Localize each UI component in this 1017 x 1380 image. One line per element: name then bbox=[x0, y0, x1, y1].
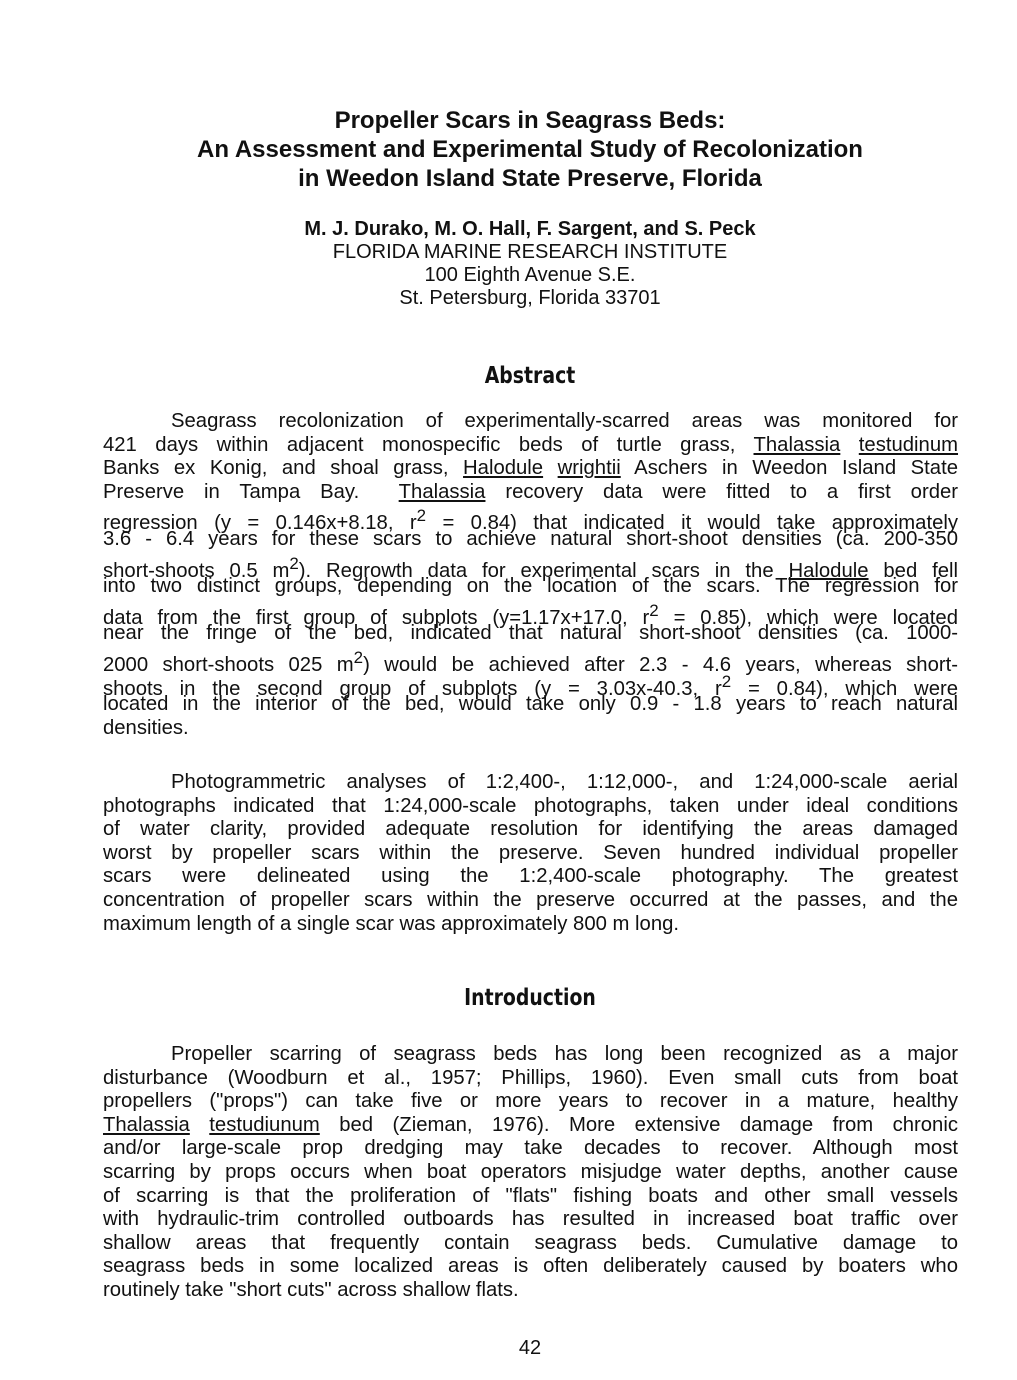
text-line: with hydraulic-trim controlled outboards has resulted in increased boat traffic over bbox=[103, 1208, 958, 1231]
text-line: 421 days within adjacent monospecific beds of turtle grass, Thalassia testudinum bbox=[103, 433, 959, 456]
text-line: regression (y = 0.146x+8.18, $r^2 = 0.84$) that indicated it would take approximately bbox=[103, 506, 959, 535]
address-line-1: 100 Eighth Avenue S.E. bbox=[424, 264, 636, 286]
text-line: maximum length of a single scar was approximately 800 m long. bbox=[103, 912, 680, 935]
page-number: 42 bbox=[518, 1337, 542, 1359]
text-line: shallow areas that frequently contain seagrass beds. Cumulative damage to bbox=[103, 1231, 958, 1254]
text-line: into two distinct groups, depending on the location of the scars. The regression for bbox=[103, 575, 958, 598]
abstract-paragraph-2 bbox=[103, 771, 958, 936]
text-line: Banks ex Konig, and shoal grass, Halodule wrightii Aschers in Weedon Island State bbox=[103, 457, 958, 480]
text-line: 3.6 - 6.4 years for these scars to achieve natural short-shoot densities (ca. 200-350 bbox=[103, 527, 958, 550]
text-line: scarring by props occurs when boat operators misjudge water depths, another cause bbox=[103, 1160, 958, 1183]
text-line: worst by propeller scars within the preserve. Seven hundred individual propeller bbox=[103, 841, 958, 864]
text-line: densities. bbox=[103, 716, 189, 739]
text-line: Propeller scarring of seagrass beds has long been recognized as a major bbox=[171, 1043, 958, 1065]
text-line: seagrass beds in some localized areas is often deliberately caused by boaters who bbox=[103, 1255, 958, 1278]
title-line-2: An Assessment and Experimental Study of Recolonization bbox=[197, 136, 863, 163]
text-line: and/or large-scale prop dredging may take decades to recover. Although most bbox=[103, 1137, 958, 1160]
abstract-heading: Abstract bbox=[484, 363, 576, 389]
introduction-heading: Introduction bbox=[464, 985, 596, 1011]
text-line: photographs indicated that 1:24,000-scale photographs, taken under ideal conditions bbox=[103, 794, 958, 817]
address-line-2: St. Petersburg, Florida 33701 bbox=[399, 287, 661, 309]
text-line: propellers ("props") can take five or more years to recover in a mature, healthy bbox=[103, 1090, 958, 1113]
text-line: Preserve in Tampa Bay. Thalassia recovery data were fitted to a first order bbox=[103, 480, 959, 503]
text-line: near the fringe of the bed, indicated that natural short-shoot densities (ca. 1000- bbox=[103, 622, 958, 645]
author-block bbox=[100, 218, 960, 310]
title-line-1: Propeller Scars in Seagrass Beds: bbox=[334, 107, 726, 134]
text-line: located in the interior of the bed, would take only 0.9 - 1.8 years to reach natural bbox=[103, 693, 958, 716]
text-line: short-shoots 0.5 $m^2$). Regrowth data for experimental scars in the Halodule bed fell bbox=[103, 553, 959, 582]
introduction-paragraph-1 bbox=[103, 1043, 958, 1303]
text-line: concentration of propeller scars within the preserve occurred at the passes, and the bbox=[103, 888, 958, 911]
author-names: M. J. Durako, M. O. Hall, F. Sargent, and S. Peck bbox=[304, 218, 756, 240]
institute-name: FLORIDA MARINE RESEARCH INSTITUTE bbox=[332, 241, 728, 263]
text-line: shoots in the second group of subplots (y = 3.03x-40.3, $r^2 = 0.84$), which were bbox=[103, 671, 959, 700]
text-line: data from the first group of subplots (y=1.17x+17.0, $r^2 = 0.85$), which were located bbox=[103, 600, 958, 629]
text-line: Seagrass recolonization of experimentally-scarred areas was monitored for bbox=[171, 410, 958, 432]
text-line: of water clarity, provided adequate resolution for identifying the areas damaged bbox=[103, 818, 958, 841]
text-line: Photogrammetric analyses of 1:2,400-, 1:12,000-, and 1:24,000-scale aerial bbox=[171, 771, 958, 793]
text-line: Thalassia testudiunum bed (Zieman, 1976). More extensive damage from chronic bbox=[103, 1113, 958, 1136]
text-line: disturbance (Woodburn et al., 1957; Phillips, 1960). Even small cuts from boat bbox=[103, 1066, 958, 1089]
paper-title bbox=[100, 106, 960, 193]
text-line: scars were delineated using the 1:2,400-scale photography. The greatest bbox=[103, 865, 958, 888]
title-line-3: in Weedon Island State Preserve, Florida bbox=[298, 165, 762, 192]
abstract-paragraph-1 bbox=[103, 410, 958, 740]
text-line: of scarring is that the proliferation of "flats" fishing boats and other small vessels bbox=[103, 1184, 958, 1207]
text-line: routinely take "short cuts" across shallow flats. bbox=[103, 1278, 519, 1301]
text-line: 2000 short-shoots 025 $m^2$) would be achieved after 2.3 - 4.6 years, whereas short- bbox=[103, 647, 958, 676]
